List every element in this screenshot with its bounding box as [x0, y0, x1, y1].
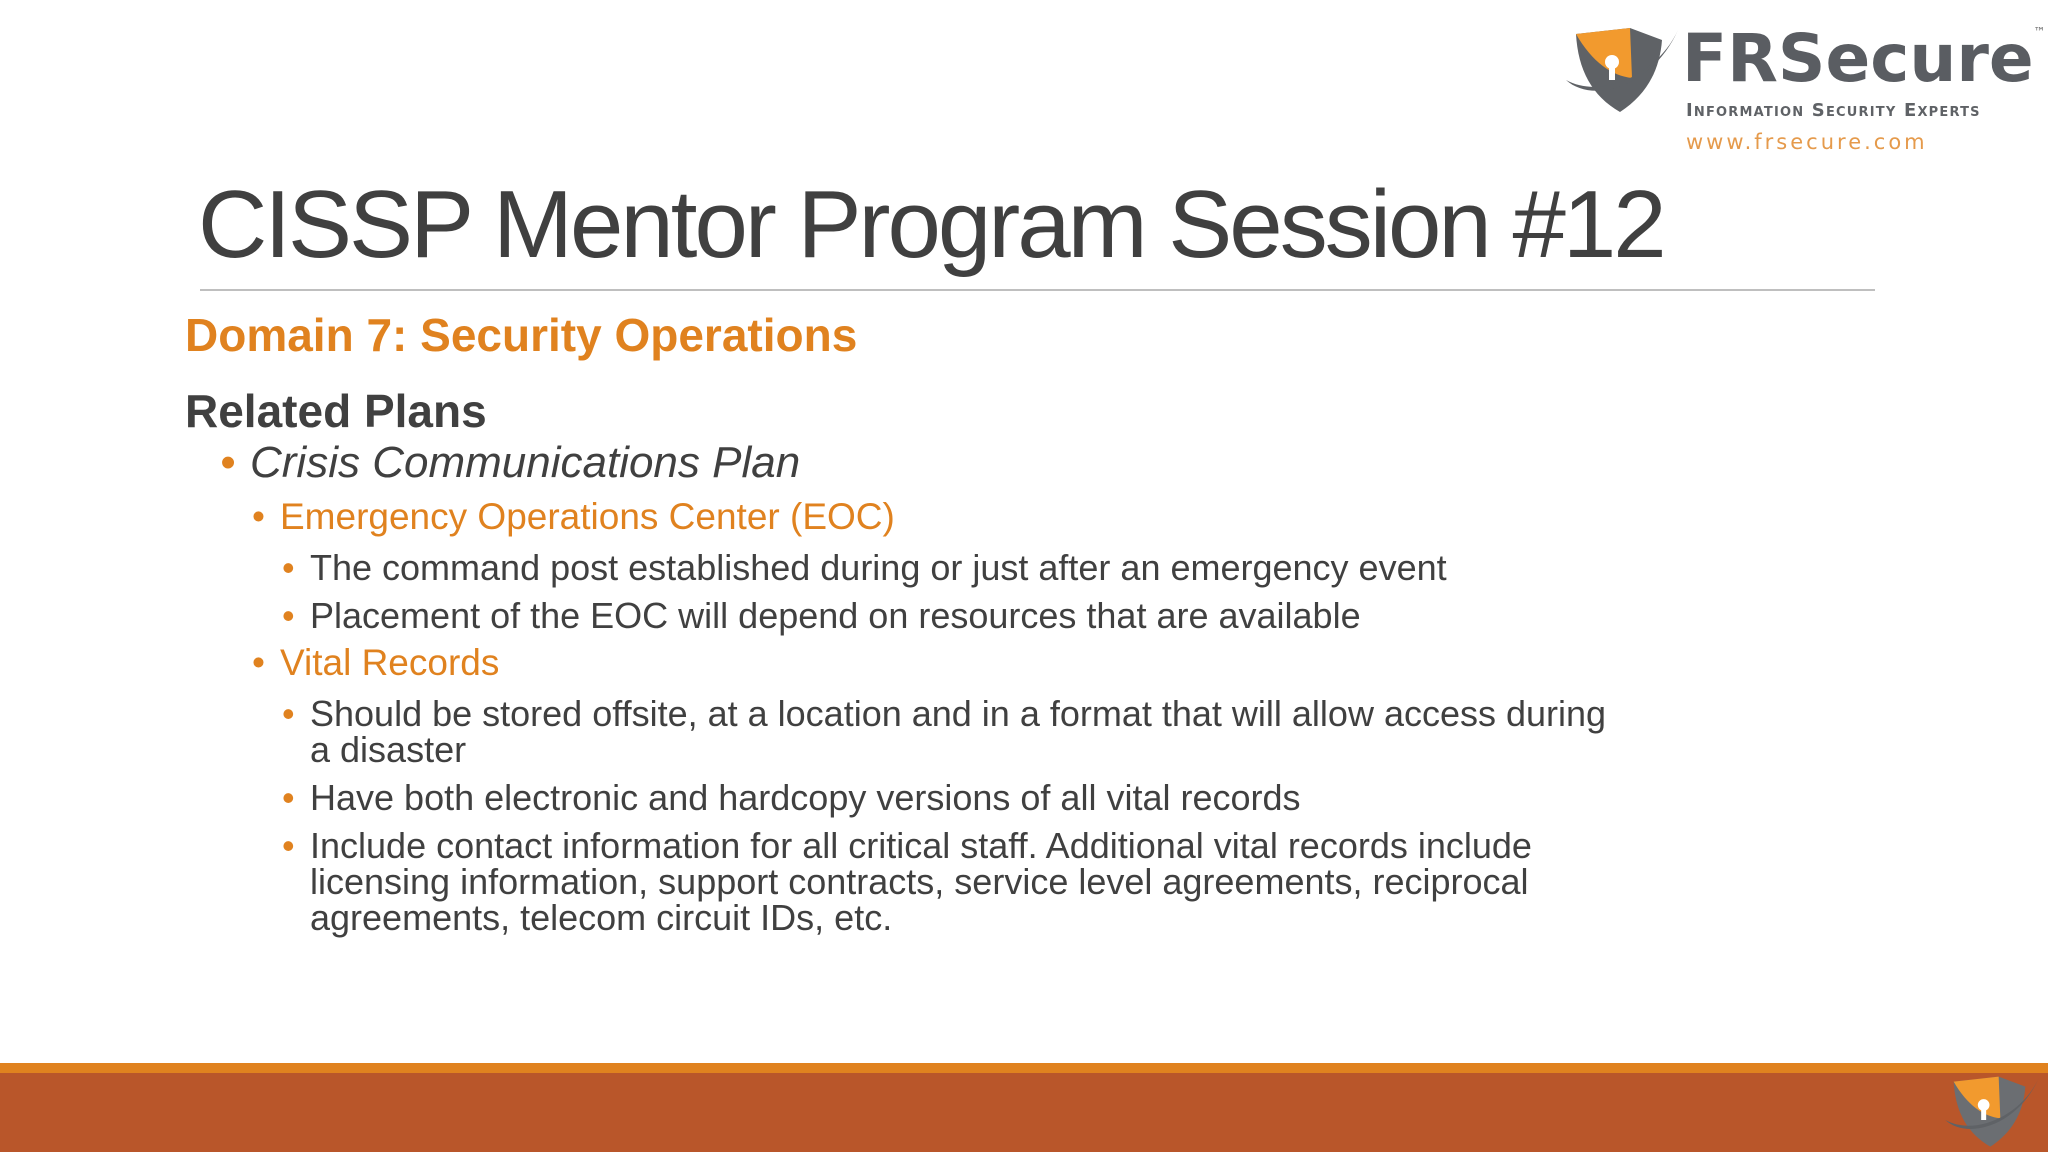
vital-point [282, 825, 1532, 938]
eoc-point [282, 547, 1447, 588]
vital-point-line: Have both electronic and hardcopy versions of all vital records [310, 777, 1301, 818]
logo-tagline: Information Security Experts [1686, 100, 1981, 121]
frsecure-logo [1562, 18, 2046, 154]
vital-point-line: Include contact information for all critical staff. Additional vital records include [310, 825, 1532, 866]
vital-point [282, 777, 1301, 818]
eoc-point-text: The command post established during or just after an emergency event [310, 547, 1447, 588]
vital-point-line: Should be stored offsite, at a location and in a format that will allow access during [310, 693, 1607, 734]
vital-point-line: licensing information, support contracts, service level agreements, reciprocal [310, 861, 1529, 902]
outline-vital-item [252, 642, 500, 684]
bullet-icon: • [282, 595, 295, 636]
logo-wordmark: FRSecure™ [1682, 20, 2046, 97]
bullet-icon: • [252, 496, 265, 537]
eoc-point-text: Placement of the EOC will depend on resources that are available [310, 595, 1361, 636]
vital-point-line: agreements, telecom circuit IDs, etc. [310, 897, 893, 938]
corner-shield-logo-icon [1942, 1068, 2042, 1152]
outline-vital-label: Vital Records [280, 642, 500, 683]
title-divider [200, 289, 1875, 291]
bullet-icon: • [252, 642, 265, 683]
bullet-icon: • [282, 547, 295, 588]
logo-trademark: ™ [2033, 25, 2046, 39]
bullet-icon: • [282, 693, 295, 734]
bullet-icon: • [220, 438, 236, 487]
vital-point [282, 693, 1607, 770]
outline-eoc-label: Emergency Operations Center (EOC) [280, 496, 895, 537]
eoc-point [282, 595, 1361, 636]
outline-level1-item [220, 438, 801, 488]
bullet-icon: • [282, 777, 295, 818]
bullet-icon: • [282, 825, 295, 866]
footer-band [0, 1063, 2048, 1152]
outline-eoc-item [252, 496, 895, 538]
slide-subtitle: Domain 7: Security Operations [185, 309, 858, 361]
shield-logo-icon [1562, 18, 1682, 118]
section-heading: Related Plans [185, 385, 487, 437]
footer-accent-stripe [0, 1063, 2048, 1073]
vital-point-line: a disaster [310, 729, 467, 770]
logo-url: www.frsecure.com [1686, 130, 1928, 154]
slide-title: CISSP Mentor Program Session #12 [198, 171, 1664, 278]
outline-level1-text: Crisis Communications Plan [250, 438, 801, 487]
